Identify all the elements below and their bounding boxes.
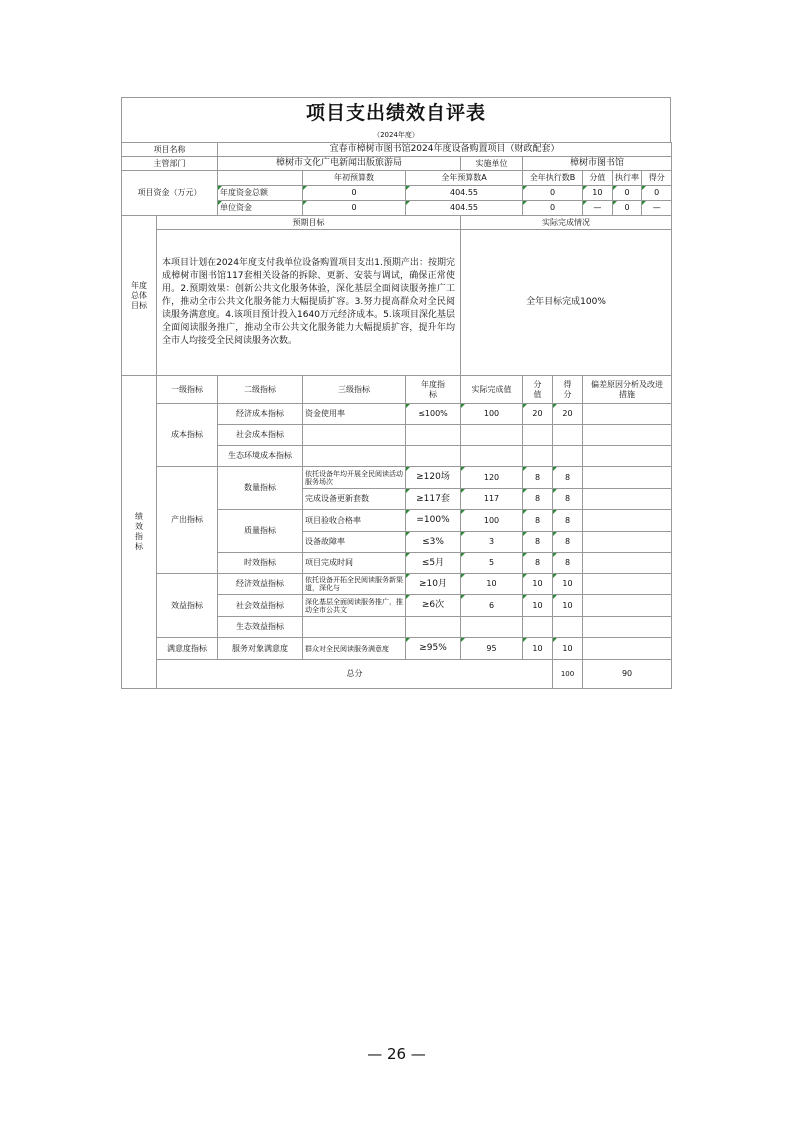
level2: 社会成本指标 [218, 425, 303, 446]
funds-cell: — [583, 201, 613, 215]
funds-cell: 0 [613, 186, 643, 200]
target: ≥10月 [406, 574, 461, 595]
got: 20 [553, 404, 583, 425]
target [406, 617, 461, 638]
actual: 5 [461, 553, 523, 574]
perf-header: 分值 [523, 376, 553, 404]
perf-header: 一级指标 [157, 376, 218, 404]
level2: 服务对象满意度 [218, 638, 303, 660]
perf-label: 绩效指标 [122, 376, 157, 689]
funds-header: 全年执行数B [523, 171, 583, 186]
deviation [583, 425, 672, 446]
got [553, 446, 583, 467]
score: 10 [523, 638, 553, 660]
actual: 100 [461, 404, 523, 425]
level3 [303, 446, 406, 467]
funds-cell: 10 [583, 186, 613, 200]
deviation [583, 467, 672, 489]
funds-header: 得分 [648, 173, 665, 182]
level2: 经济效益指标 [218, 574, 303, 595]
level1-output: 产出指标 [157, 467, 218, 574]
perf-header: 得分 [553, 376, 583, 404]
score [523, 617, 553, 638]
level2: 社会效益指标 [218, 595, 303, 617]
target: ≥6次 [406, 595, 461, 617]
evaluation-table [121, 142, 672, 689]
score: 8 [523, 532, 553, 553]
got: 8 [553, 489, 583, 510]
level3: 资金使用率 [303, 404, 406, 425]
deviation [583, 532, 672, 553]
level3 [303, 617, 406, 638]
level3: 群众对全民阅读服务满意度 [303, 638, 406, 660]
funds-cell: 404.55 [406, 186, 523, 201]
funds-header: 分值 [583, 171, 613, 185]
perf-header: 年度指标 [406, 376, 461, 404]
funds-label: 项目资金（万元） [122, 171, 218, 216]
level3: 依托设备年均开展全民阅读活动服务场次 [303, 467, 406, 489]
level3: 依托设备开拓全民阅读服务新渠道，深化与 [303, 574, 406, 595]
got: 10 [553, 595, 583, 617]
actual: 100 [461, 510, 523, 532]
actual: 95 [461, 638, 523, 660]
target: ≥120场 [406, 467, 461, 489]
funds-cell: 404.55 [406, 201, 523, 216]
deviation [583, 404, 672, 425]
page-title: 项目支出绩效自评表 [121, 97, 671, 128]
got: 8 [553, 467, 583, 489]
deviation [583, 595, 672, 617]
page-number: — 26 — [367, 1045, 426, 1063]
actual: 120 [461, 467, 523, 489]
dept-value: 樟树市文化广电新闻出版旅游局 [218, 157, 461, 171]
level1-satisfaction: 满意度指标 [157, 638, 218, 660]
level2: 数量指标 [218, 467, 303, 510]
perf-header: 偏差原因分析及改进措施 [583, 376, 672, 404]
total-label: 总分 [157, 660, 553, 689]
funds-cell: — [642, 201, 671, 215]
total-score: 100 [553, 660, 583, 689]
actual [461, 425, 523, 446]
project-name-label: 项目名称 [122, 143, 218, 157]
funds-header-group [583, 171, 672, 186]
got [553, 617, 583, 638]
target: ≤5月 [406, 553, 461, 574]
deviation [583, 617, 672, 638]
funds-row-label: 单位资金 [218, 201, 303, 216]
goal-label: 年度总体目标 [122, 216, 157, 376]
score: 8 [523, 553, 553, 574]
evaluation-sheet [121, 97, 671, 689]
dept-label: 主管部门 [122, 157, 218, 171]
got: 8 [553, 553, 583, 574]
level2: 质量指标 [218, 510, 303, 553]
deviation [583, 553, 672, 574]
level3: 项目完成时间 [303, 553, 406, 574]
level1-benefit: 效益指标 [157, 574, 218, 638]
year-label: （2024年度） [121, 128, 671, 142]
score [523, 425, 553, 446]
funds-cell: 0 [303, 186, 406, 201]
got: 10 [553, 638, 583, 660]
score: 8 [523, 510, 553, 532]
target: ≤3% [406, 532, 461, 553]
score [523, 446, 553, 467]
unit-label: 实施单位 [461, 157, 523, 171]
funds-cell: 0 [303, 201, 406, 216]
project-name: 宜春市樟树市图书馆2024年度设备购置项目（财政配套） [218, 143, 672, 157]
funds-cell: 0 [523, 201, 583, 216]
actual-result-text: 全年目标完成100% [461, 230, 672, 376]
target: ≥95% [406, 638, 461, 660]
level2: 经济成本指标 [218, 404, 303, 425]
funds-header: 全年预算数A [406, 171, 523, 186]
funds-header: 年初预算数 [303, 171, 406, 186]
level2: 时效指标 [218, 553, 303, 574]
deviation [583, 510, 672, 532]
target [406, 446, 461, 467]
level2: 生态环境成本指标 [218, 446, 303, 467]
score: 20 [523, 404, 553, 425]
actual [461, 617, 523, 638]
score: 10 [523, 574, 553, 595]
actual [461, 446, 523, 467]
target: ≤100% [406, 404, 461, 425]
actual: 3 [461, 532, 523, 553]
funds-cell-group [583, 186, 672, 201]
got: 8 [553, 532, 583, 553]
unit-value: 樟树市图书馆 [523, 157, 672, 171]
deviation [583, 638, 672, 660]
score: 8 [523, 489, 553, 510]
target [406, 425, 461, 446]
perf-header: 三级指标 [303, 376, 406, 404]
funds-header: 执行率 [613, 171, 643, 185]
got: 10 [553, 574, 583, 595]
got: 8 [553, 510, 583, 532]
actual: 10 [461, 574, 523, 595]
deviation [583, 446, 672, 467]
target: =100% [406, 510, 461, 532]
level3: 项目验收合格率 [303, 510, 406, 532]
got [553, 425, 583, 446]
funds-cell: 0 [523, 186, 583, 201]
actual: 117 [461, 489, 523, 510]
level3: 设备故障率 [303, 532, 406, 553]
perf-header: 实际完成值 [461, 376, 523, 404]
perf-header: 二级指标 [218, 376, 303, 404]
expected-goal-header: 预期目标 [157, 216, 461, 230]
funds-header-blank [218, 171, 303, 186]
actual: 6 [461, 595, 523, 617]
deviation [583, 574, 672, 595]
funds-row-label: 年度资金总额 [218, 186, 303, 201]
deviation [583, 489, 672, 510]
score: 8 [523, 467, 553, 489]
level3: 完成设备更新套数 [303, 489, 406, 510]
level3 [303, 425, 406, 446]
funds-cell-group [583, 201, 672, 216]
total-got: 90 [583, 660, 672, 689]
funds-cell: 0 [613, 201, 643, 215]
score: 10 [523, 595, 553, 617]
actual-result-header: 实际完成情况 [461, 216, 672, 230]
level2: 生态效益指标 [218, 617, 303, 638]
funds-cell: 0 [642, 186, 671, 200]
level3: 深化基层全面阅读服务推广，推动全市公共文 [303, 595, 406, 617]
target: ≥117套 [406, 489, 461, 510]
expected-goal-text: 本项目计划在2024年度支付我单位设备购置项目支出1.预期产出：按期完成樟树市图书馆117套相关设备的拆除、更新、安装与调试，确保正常使用。2.预期效果：创新公共文化服务体验，深化基层全面阅读服务推广工作，推动全市公共文化服务能力大幅提质扩容。3.努力提高群众对全民阅读服务满意度。4.该项目预计投入1640万元经济成本。5.该项目深化基层全面阅读服务推广，推动全市公共文化服务能力大幅提质扩容，提升年均全市人均接受全民阅读服务次数。 [157, 230, 461, 376]
level1-cost: 成本指标 [157, 404, 218, 467]
